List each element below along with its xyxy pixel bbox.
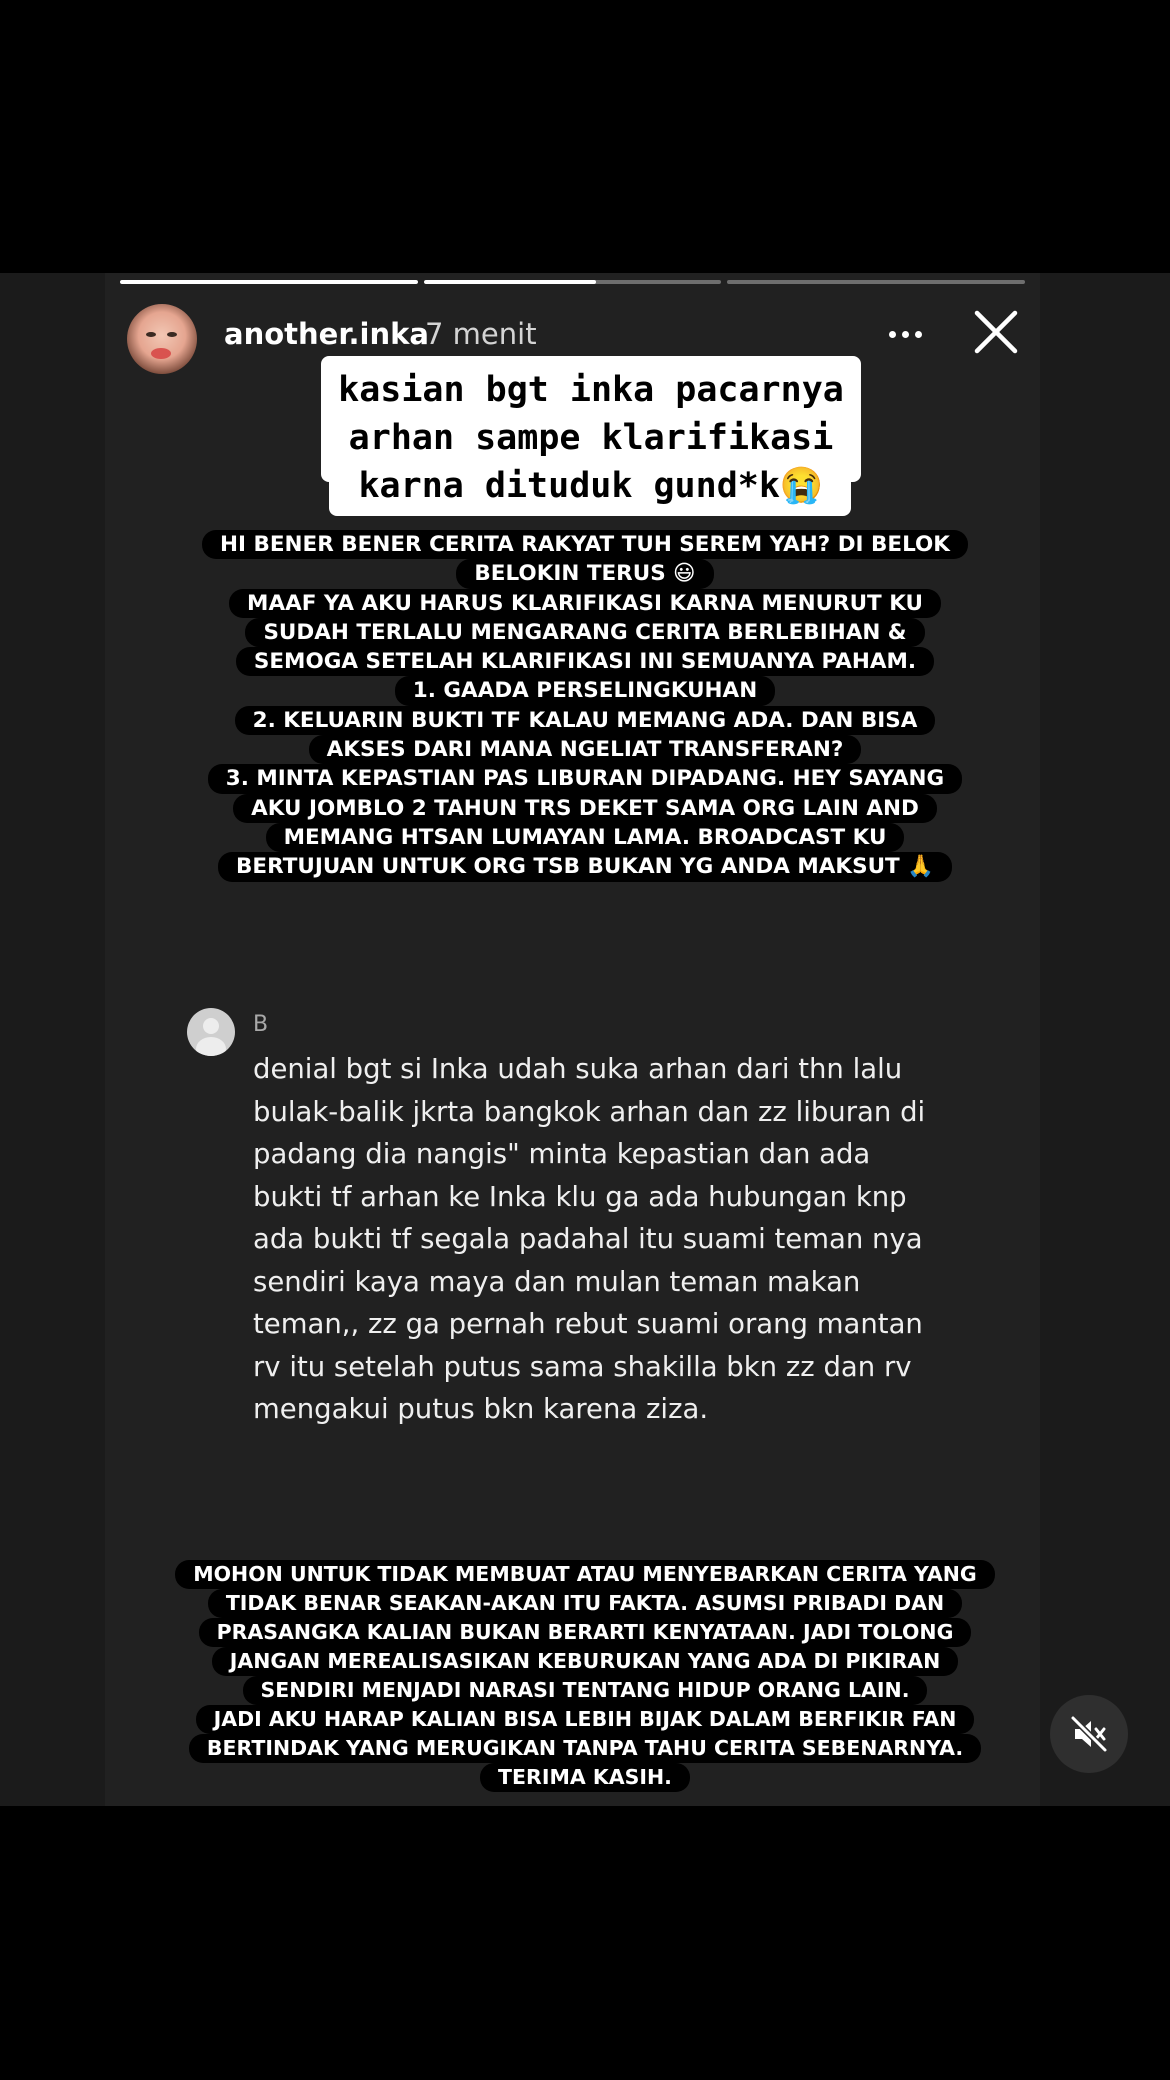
caption-bottom	[0, 1560, 1170, 1792]
avatar-head	[203, 1018, 219, 1034]
comment-line: denial bgt si Inka udah suka arhan dari thn lalu	[253, 1053, 903, 1085]
more-horizontal-icon[interactable]	[889, 331, 927, 341]
avatar-lips	[151, 348, 171, 359]
comment-line: mengakui putus bkn karena ziza.	[253, 1393, 709, 1425]
caption-line: 1. GAADA PERSELINGKUHAN	[395, 676, 775, 705]
caption-top	[0, 530, 1170, 882]
headline-sticker	[321, 356, 861, 511]
caption-line: MOHON UNTUK TIDAK MEMBUAT ATAU MENYEBARKAN CERITA YANG	[175, 1560, 995, 1589]
comment-line: ada bukti tf segala padahal itu suami teman nya	[253, 1223, 923, 1255]
comment-body	[253, 1048, 973, 1431]
story-viewer[interactable]	[0, 273, 1170, 1806]
progress-segment	[424, 280, 722, 284]
default-avatar-icon	[187, 1008, 235, 1056]
caption-line: BERTINDAK YANG MERUGIKAN TANPA TAHU CERITA SEBENARNYA.	[189, 1734, 981, 1763]
avatar-eye	[146, 332, 156, 337]
comment-line: bukti tf arhan ke Inka klu ga ada hubungan knp	[253, 1180, 907, 1213]
headline-line: arhan sampe klarifikasi	[348, 418, 834, 458]
comment-line: rv itu setelah putus sama shakilla bkn zz dan rv	[253, 1350, 912, 1383]
comment-line: bulak-balik jkrta bangkok arhan dan zz liburan di	[253, 1095, 926, 1128]
caption-line: SENDIRI MENJADI NARASI TENTANG HIDUP ORANG LAIN.	[243, 1676, 928, 1705]
caption-line: 2. KELUARIN BUKTI TF KALAU MEMANG ADA. DAN BISA	[235, 706, 936, 735]
caption-line: SEMOGA SETELAH KLARIFIKASI INI SEMUANYA PAHAM.	[236, 647, 934, 676]
headline-text	[321, 366, 861, 510]
caption-line: MAAF YA AKU HARUS KLARIFIKASI KARNA MENURUT KU	[229, 589, 941, 618]
progress-fill	[120, 280, 418, 284]
caption-line: JADI AKU HARAP KALIAN BISA LEBIH BIJAK DALAM BERFIKIR FAN	[196, 1705, 975, 1734]
comment-line: sendiri kaya maya dan mulan teman makan	[253, 1265, 861, 1298]
headline-line: karna dituduk gund*k😭	[358, 466, 824, 506]
caption-line: AKSES DARI MANA NGELIAT TRANSFERAN?	[309, 735, 862, 764]
mute-button[interactable]	[1050, 1695, 1128, 1773]
username[interactable]: another.inka	[224, 317, 429, 351]
caption-line: JANGAN MEREALISASIKAN KEBURUKAN YANG ADA DI PIKIRAN	[212, 1647, 959, 1676]
caption-line: BERTUJUAN UNTUK ORG TSB BUKAN YG ANDA MAKSUT 🙏	[218, 852, 952, 881]
caption-line: BELOKIN TERUS 😃	[456, 559, 713, 588]
caption-line: HI BENER BENER CERITA RAKYAT TUH SEREM YAH? DI BELOK	[202, 530, 968, 559]
comment-author: B	[253, 1012, 269, 1037]
close-icon[interactable]	[973, 309, 1019, 355]
caption-line: TIDAK BENAR SEAKAN-AKAN ITU FAKTA. ASUMSI PRIBADI DAN	[208, 1589, 962, 1618]
avatar-eye	[167, 332, 177, 337]
caption-line: PRASANGKA KALIAN BUKAN BERARTI KENYATAAN. JADI TOLONG	[199, 1618, 972, 1647]
comment-line: padang dia nangis" minta kepastian dan ada	[253, 1138, 871, 1170]
speaker-muted-icon	[1069, 1714, 1109, 1754]
caption-line: 3. MINTA KEPASTIAN PAS LIBURAN DIPADANG. HEY SAYANG	[208, 764, 962, 793]
user-avatar[interactable]	[127, 304, 197, 374]
caption-line: AKU JOMBLO 2 TAHUN TRS DEKET SAMA ORG LAIN AND	[233, 794, 937, 823]
progress-segment	[120, 280, 418, 284]
caption-line: MEMANG HTSAN LUMAYAN LAMA. BROADCAST KU	[266, 823, 905, 852]
caption-line: SUDAH TERLALU MENGARANG CERITA BERLEBIHAN &	[245, 618, 924, 647]
progress-segment	[727, 280, 1025, 284]
headline-line: kasian bgt inka pacarnya	[338, 370, 844, 410]
caption-line: TERIMA KASIH.	[480, 1763, 690, 1792]
progress-fill	[424, 280, 597, 284]
avatar-body	[196, 1037, 226, 1056]
post-time: 7 menit	[425, 317, 537, 351]
story-progress	[120, 280, 1025, 285]
comment-line: teman,, zz ga pernah rebut suami orang mantan	[253, 1308, 923, 1340]
